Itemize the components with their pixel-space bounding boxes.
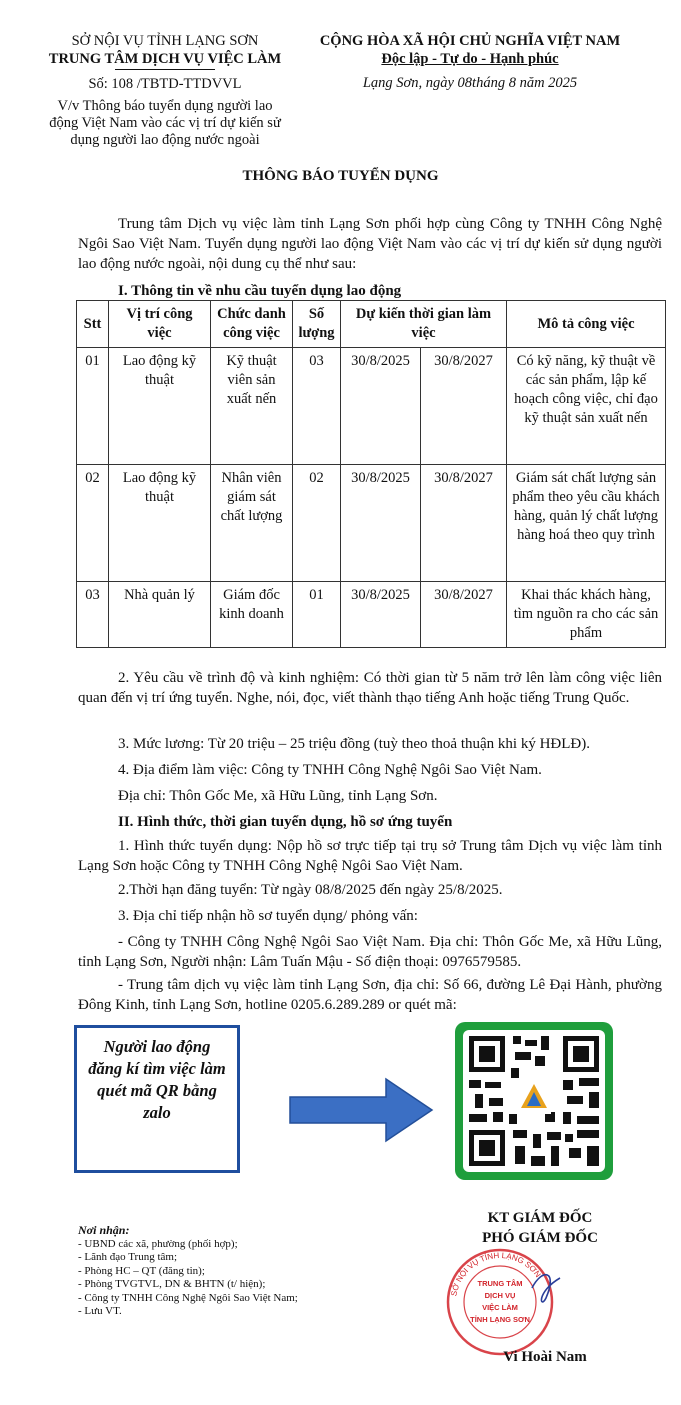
requirement-salary: 3. Mức lương: Từ 20 triệu – 25 triệu đồng (tuỳ theo thoả thuận khi ký HĐLĐ). (118, 736, 590, 752)
cell: 03 (293, 348, 341, 465)
zalo-qr-code[interactable] (455, 1022, 613, 1180)
recipients-title: Nơi nhận: (78, 1223, 130, 1237)
table-row (77, 348, 666, 465)
cell: 02 (293, 465, 341, 582)
list-item: - Phòng HC – QT (đăng tin); (78, 1264, 205, 1277)
subject-line: động Việt Nam vào các vị trí dự kiến sử (49, 115, 281, 131)
cell: Nhà quản lý (109, 582, 211, 648)
cell: 30/8/2027 (421, 348, 507, 465)
svg-text:DỊCH VỤ: DỊCH VỤ (484, 1291, 516, 1300)
cell: 30/8/2025 (341, 348, 421, 465)
motto: Độc lập - Tự do - Hạnh phúc (381, 51, 559, 67)
cell: Giám sát chất lượng sản phẩm theo yêu cầu khách hàng, quản lý chất lượng hàng hoá theo quy trình (507, 465, 666, 582)
qr-instruction-box: Người lao động đăng kí tìm việc làm quét mã QR bằng zalo (74, 1025, 240, 1173)
svg-text:SỞ NỘI VỤ TỈNH LẠNG SƠN: SỞ NỘI VỤ TỈNH LẠNG SƠN (449, 1250, 543, 1297)
cell: 30/8/2025 (341, 582, 421, 648)
table-header-row (77, 301, 666, 348)
document-number: Số: 108 /TBTD-TTDVVL (88, 76, 242, 92)
cell: 01 (293, 582, 341, 648)
col-header: Dự kiến thời gian làm việc (341, 301, 507, 348)
divider (115, 69, 215, 70)
intro-paragraph: Trung tâm Dịch vụ việc làm tỉnh Lạng Sơn phối hợp cùng Công ty TNHH Công Nghệ Ngôi Sao Việt Nam. Tuyển dụng người lao động Việt Nam vào các vị trí dự kiến sử dụng người lao động nước ngoài, nội dung cụ thể như sau: (78, 216, 662, 272)
center-name: TRUNG TÂM DỊCH VỤ VIỆC LÀM (48, 51, 282, 67)
page-title: THÔNG BÁO TUYỂN DỤNG (242, 168, 439, 184)
qr-icon (455, 1022, 613, 1180)
list-item: - Lưu VT. (78, 1305, 122, 1317)
list-item: - Công ty TNHH Công Nghệ Ngôi Sao Việt Nam; (78, 1291, 298, 1304)
place-date: Lạng Sơn, ngày 08tháng 8 năm 2025 (362, 75, 578, 91)
signer-name: Vi Hoài Nam (503, 1349, 587, 1365)
svg-text:TRUNG TÂM: TRUNG TÂM (477, 1279, 523, 1288)
signer-title: PHÓ GIÁM ĐỐC (482, 1230, 598, 1246)
cell: 01 (77, 348, 109, 465)
official-seal (420, 1248, 580, 1356)
col-header: Chức danh công việc (211, 301, 293, 348)
section-1-heading: I. Thông tin về nhu cầu tuyển dụng lao động (118, 283, 402, 299)
cell: 03 (77, 582, 109, 648)
subject-line: dụng người lao động nước ngoài (70, 132, 260, 148)
republic-name: CỘNG HÒA XÃ HỘI CHỦ NGHĨA VIỆT NAM (319, 33, 621, 49)
signer-role: KT GIÁM ĐỐC (487, 1210, 593, 1226)
col-header: Vị trí công việc (109, 301, 211, 348)
cell: 02 (77, 465, 109, 582)
section-2-heading: II. Hình thức, thời gian tuyển dụng, hồ sơ ứng tuyển (118, 814, 453, 830)
cell: Kỹ thuật viên sản xuất nến (211, 348, 293, 465)
document-subject (20, 98, 310, 149)
application-address-title: 3. Địa chỉ tiếp nhận hồ sơ tuyển dụng/ phỏng vấn: (118, 908, 418, 924)
cell: Khai thác khách hàng, tìm nguồn ra cho các sản phẩm (507, 582, 666, 648)
company-contact: - Công ty TNHH Công Nghệ Ngôi Sao Việt Nam. Địa chỉ: Thôn Gốc Me, xã Hữu Lũng, tỉnh Lạng Sơn, Người nhận: Lâm Tuấn Mậu - Số điện thoại: 0976579585. (78, 934, 662, 970)
cell: Lao động kỹ thuật (109, 348, 211, 465)
svg-text:TỈNH LẠNG SƠN: TỈNH LẠNG SƠN (470, 1315, 530, 1324)
cell: Nhân viên giám sát chất lượng (211, 465, 293, 582)
table-row (77, 582, 666, 648)
list-item: - Phòng TVGTVL, DN & BHTN (t/ hiện); (78, 1278, 266, 1290)
list-item: - UBND các xã, phường (phối hợp); (78, 1237, 238, 1250)
requirement-experience: 2. Yêu cầu về trình độ và kinh nghiệm: Có thời gian từ 5 năm trở lên làm công việc liên quan đến vị trí ứng tuyển. Nghe, nói, đọc, viết thành thạo tiếng Anh hoặc tiếng Trung Quốc. (78, 670, 662, 706)
jobs-table (76, 300, 666, 648)
application-deadline: 2.Thời hạn đăng tuyển: Từ ngày 08/8/2025 đến ngày 25/8/2025. (118, 882, 503, 898)
col-header: Mô tả công việc (507, 301, 666, 348)
requirement-location: 4. Địa điểm làm việc: Công ty TNHH Công Nghệ Ngôi Sao Việt Nam. (118, 762, 542, 778)
col-header: Stt (77, 301, 109, 348)
requirement-address: Địa chỉ: Thôn Gốc Me, xã Hữu Lũng, tỉnh Lạng Sơn. (118, 788, 438, 804)
svg-text:VIỆC LÀM: VIỆC LÀM (482, 1303, 518, 1312)
arrow-right-icon (288, 1075, 438, 1145)
cell: 30/8/2027 (421, 582, 507, 648)
cell: Có kỹ năng, kỹ thuật về các sản phẩm, lập kế hoạch công việc, chỉ đạo kỹ thuật sản xuất nến (507, 348, 666, 465)
agency-name: SỞ NỘI VỤ TỈNH LẠNG SƠN (71, 33, 259, 49)
cell: 30/8/2025 (341, 465, 421, 582)
cell: 30/8/2027 (421, 465, 507, 582)
application-method: 1. Hình thức tuyển dụng: Nộp hồ sơ trực tiếp tại trụ sở Trung tâm Dịch vụ việc làm tỉnh Lạng Sơn hoặc Công ty TNHH Công Nghệ Ngôi Sao Việt Nam. (78, 838, 662, 874)
center-contact: - Trung tâm dịch vụ việc làm tỉnh Lạng Sơn, địa chỉ: Số 66, đường Lê Đại Hành, phường Đông Kinh, tỉnh Lạng Sơn, hotline 0205.6.289.289 or quét mã: (78, 977, 662, 1013)
recipients-list (78, 1224, 378, 1319)
cell: Lao động kỹ thuật (109, 465, 211, 582)
col-header: Số lượng (293, 301, 341, 348)
cell: Giám đốc kinh doanh (211, 582, 293, 648)
table-row (77, 465, 666, 582)
subject-line: V/v Thông báo tuyển dụng người lao (57, 98, 273, 114)
list-item: - Lãnh đạo Trung tâm; (78, 1251, 177, 1263)
